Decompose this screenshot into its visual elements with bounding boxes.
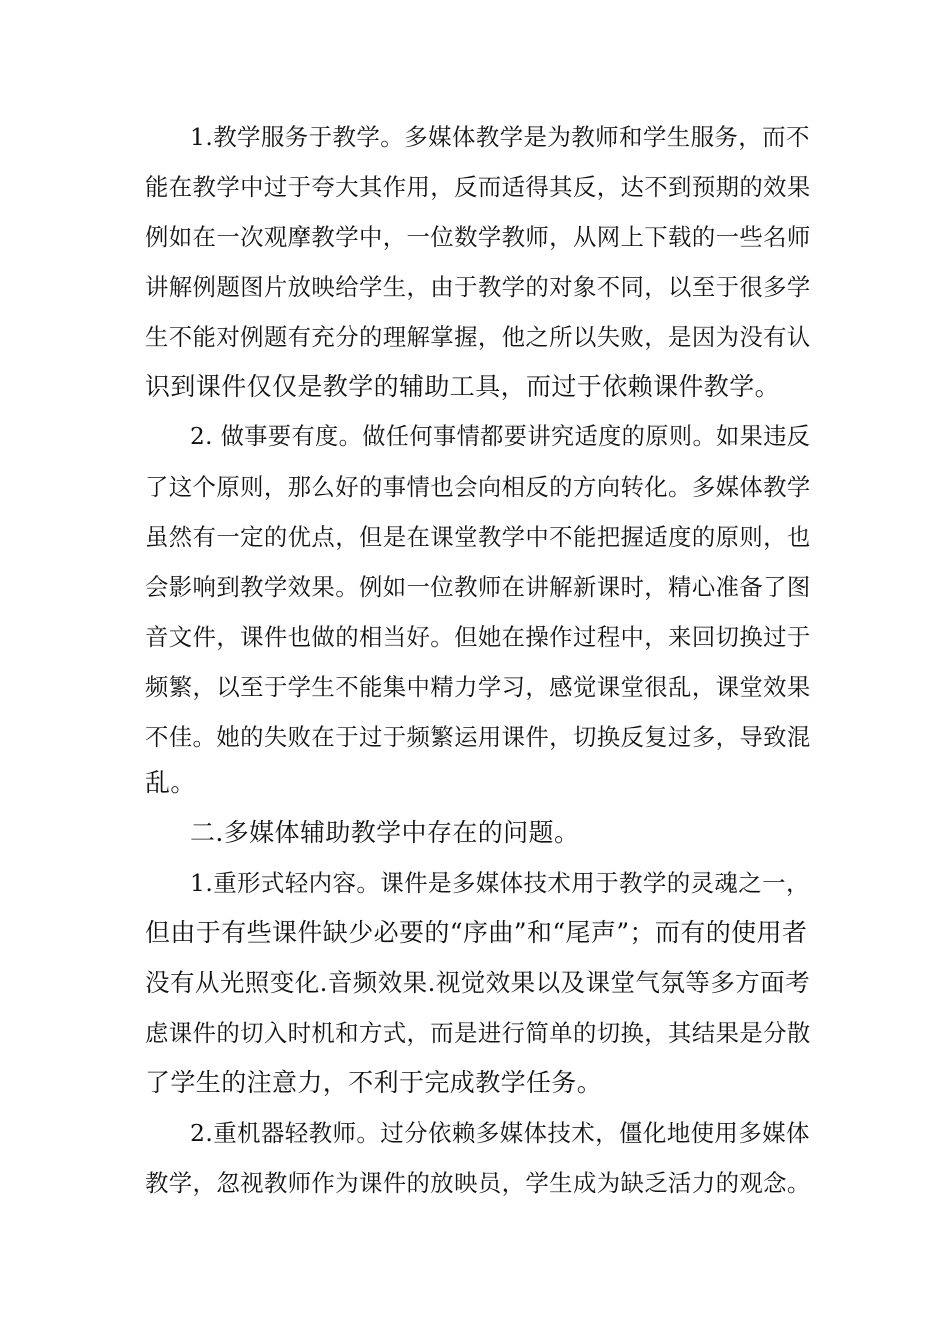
- text-line: 生不能对例题有充分的理解掌握，他之所以失败，是因为没有认: [145, 323, 811, 351]
- text-line: 音文件，课件也做的相当好。但她在操作过程中，来回切换过于: [145, 623, 811, 651]
- text-line: 能在教学中过于夸大其作用，反而适得其反，达不到预期的效果: [145, 173, 811, 201]
- text-line: 虑课件的切入时机和方式，而是进行简单的切换，其结果是分散: [145, 1019, 811, 1047]
- text-line: 虽然有一定的优点，但是在课堂教学中不能把握适度的原则，也: [145, 523, 811, 551]
- text-line: 1.教学服务于教学。多媒体教学是为教师和学生服务，而不: [190, 123, 810, 151]
- text-line: 例如在一次观摩教学中，一位数学教师，从网上下载的一些名师: [145, 223, 811, 251]
- text-line: 识到课件仅仅是教学的辅助工具，而过于依赖课件教学。: [145, 372, 781, 401]
- text-line: 了学生的注意力，不利于完成教学任务。: [145, 1068, 603, 1097]
- text-line: 频繁，以至于学生不能集中精力学习，感觉课堂很乱，课堂效果: [145, 673, 811, 701]
- text-line: 2. 做事要有度。做任何事情都要讲究适度的原则。如果违反: [190, 423, 811, 450]
- text-line: 1.重形式轻内容。课件是多媒体技术用于教学的灵魂之一，: [190, 869, 810, 897]
- text-line: 教学，忽视教师作为课件的放映员，学生成为缺乏活力的观念。: [145, 1169, 811, 1197]
- text-line: 会影响到教学效果。例如一位教师在讲解新课时，精心准备了图: [145, 573, 811, 601]
- text-line: 2.重机器轻教师。过分依赖多媒体技术，僵化地使用多媒体: [190, 1119, 810, 1147]
- text-line: 不佳。她的失败在于过于频繁运用课件，切换反复过多，导致混: [145, 723, 811, 751]
- section-heading: 二.多媒体辅助教学中存在的问题。: [190, 818, 580, 847]
- text-line: 乱。: [145, 768, 196, 797]
- text-line: 没有从光照变化.音频效果.视觉效果以及课堂气氛等多方面考: [145, 968, 811, 997]
- text-line: 了这个原则，那么好的事情也会向相反的方向转化。多媒体教学: [145, 473, 811, 501]
- text-line: 但由于有些课件缺少必要的“序曲”和“尾声”；而有的使用者: [145, 918, 808, 947]
- text-line: 讲解例题图片放映给学生，由于教学的对象不同，以至于很多学: [145, 273, 811, 301]
